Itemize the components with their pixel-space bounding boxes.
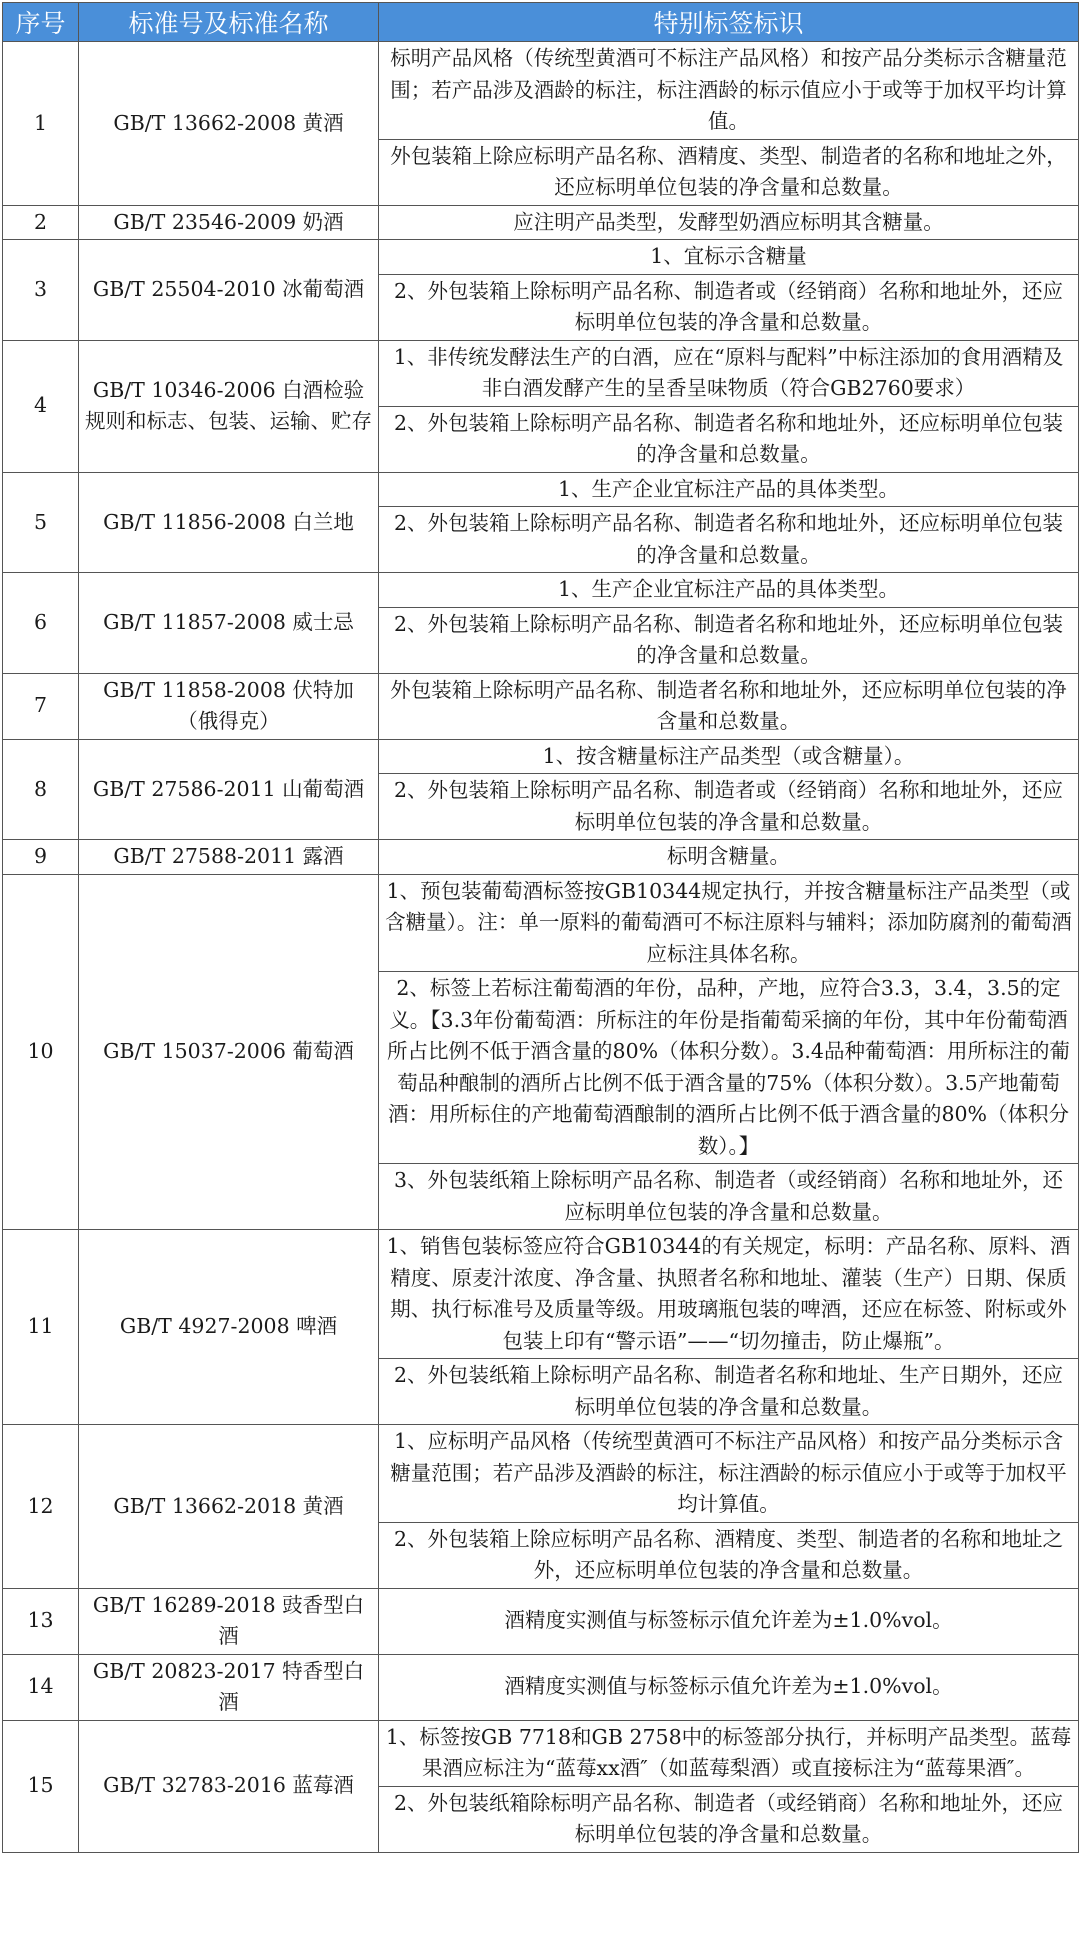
label-requirement: 2、外包装纸箱除标明产品名称、制造者（或经销商）名称和地址外，还应标明单位包装的净含量和总数量。 [379,1786,1079,1852]
table-row [3,1230,1079,1359]
standard-name: GB/T 10346-2006 白酒检验规则和标志、包装、运输、贮存 [79,340,379,472]
label-requirement: 3、外包装纸箱上除标明产品名称、制造者（或经销商）名称和地址外，还应标明单位包装的净含量和总数量。 [379,1164,1079,1230]
label-requirement: 2、外包装箱上除标明产品名称、制造者名称和地址外，还应标明单位包装的净含量和总数量。 [379,406,1079,472]
header-standard: 标准号及标准名称 [79,3,379,42]
table-row [3,573,1079,608]
label-requirement: 2、外包装箱上除标明产品名称、制造者或（经销商）名称和地址外，还应标明单位包装的净含量和总数量。 [379,774,1079,840]
table-row [3,340,1079,406]
standard-name: GB/T 13662-2018 黄酒 [79,1425,379,1589]
label-requirement: 标明含糖量。 [379,840,1079,875]
label-requirement: 酒精度实测值与标签标示值允许差为±1.0%vol。 [379,1654,1079,1720]
label-requirement: 1、生产企业宜标注产品的具体类型。 [379,573,1079,608]
row-number: 3 [3,240,79,341]
row-number: 4 [3,340,79,472]
table-row [3,673,1079,739]
table-row [3,1720,1079,1786]
table-row [3,205,1079,240]
label-requirement: 1、应标明产品风格（传统型黄酒可不标注产品风格）和按产品分类标示含糖量范围；若产品涉及酒龄的标注，标注酒龄的标示值应小于或等于加权平均计算值。 [379,1425,1079,1523]
table-row [3,1588,1079,1654]
label-requirement: 外包装箱上除标明产品名称、制造者名称和地址外，还应标明单位包装的净含量和总数量。 [379,673,1079,739]
standard-name: GB/T 20823-2017 特香型白酒 [79,1654,379,1720]
label-requirement: 2、外包装箱上除标明产品名称、制造者名称和地址外，还应标明单位包装的净含量和总数量。 [379,607,1079,673]
standard-name: GB/T 32783-2016 蓝莓酒 [79,1720,379,1852]
label-requirement: 1、宜标示含糖量 [379,240,1079,275]
standard-name: GB/T 4927-2008 啤酒 [79,1230,379,1425]
row-number: 10 [3,874,79,1230]
label-requirement: 1、销售包装标签应符合GB10344的有关规定，标明：产品名称、原料、酒精度、原麦汁浓度、净含量、执照者名称和地址、灌装（生产）日期、保质期、执行标准号及质量等级。用玻璃瓶包装的啤酒，还应在标签、附标或外包装上印有“警示语”——“切勿撞击，防止爆瓶”。 [379,1230,1079,1359]
table-row [3,472,1079,507]
header-row [3,3,1079,42]
table-row [3,840,1079,875]
label-requirement: 2、标签上若标注葡萄酒的年份，品种，产地，应符合3.3，3.4，3.5的定义。【3.3年份葡萄酒：所标注的年份是指葡萄采摘的年份，其中年份葡萄酒所占比例不低于酒含量的80%（体积分数）。3.4品种葡萄酒：用所标注的葡萄品种酿制的酒所占比例不低于酒含量的75%（体积分数）。3.5产地葡萄酒：用所标住的产地葡萄酒酿制的酒所占比例不低于酒含量的80%（体积分数）。】 [379,972,1079,1164]
table-row [3,240,1079,275]
standard-name: GB/T 27588-2011 露酒 [79,840,379,875]
row-number: 6 [3,573,79,674]
row-number: 12 [3,1425,79,1589]
standard-name: GB/T 11857-2008 威士忌 [79,573,379,674]
label-requirement: 1、生产企业宜标注产品的具体类型。 [379,472,1079,507]
label-requirement: 2、外包装箱上除应标明产品名称、酒精度、类型、制造者的名称和地址之外，还应标明单位包装的净含量和总数量。 [379,1522,1079,1588]
label-requirement: 2、外包装箱上除标明产品名称、制造者或（经销商）名称和地址外，还应标明单位包装的净含量和总数量。 [379,274,1079,340]
label-requirement: 2、外包装纸箱上除标明产品名称、制造者名称和地址、生产日期外，还应标明单位包装的净含量和总数量。 [379,1359,1079,1425]
standard-name: GB/T 15037-2006 葡萄酒 [79,874,379,1230]
table-row [3,739,1079,774]
table-row [3,874,1079,972]
row-number: 1 [3,42,79,206]
label-requirement: 2、外包装箱上除标明产品名称、制造者名称和地址外，还应标明单位包装的净含量和总数量。 [379,507,1079,573]
header-label: 特别标签标识 [379,3,1079,42]
table-row [3,1425,1079,1523]
row-number: 2 [3,205,79,240]
row-number: 8 [3,739,79,840]
label-requirement: 外包装箱上除应标明产品名称、酒精度、类型、制造者的名称和地址之外，还应标明单位包装的净含量和总数量。 [379,139,1079,205]
standard-name: GB/T 16289-2018 豉香型白酒 [79,1588,379,1654]
standard-name: GB/T 27586-2011 山葡萄酒 [79,739,379,840]
standard-name: GB/T 23546-2009 奶酒 [79,205,379,240]
row-number: 11 [3,1230,79,1425]
standard-name: GB/T 11858-2008 伏特加（俄得克） [79,673,379,739]
table-row [3,1654,1079,1720]
label-requirement: 应注明产品类型，发酵型奶酒应标明其含糖量。 [379,205,1079,240]
row-number: 14 [3,1654,79,1720]
standards-table [2,2,1079,1853]
row-number: 13 [3,1588,79,1654]
standard-name: GB/T 25504-2010 冰葡萄酒 [79,240,379,341]
label-requirement: 酒精度实测值与标签标示值允许差为±1.0%vol。 [379,1588,1079,1654]
row-number: 15 [3,1720,79,1852]
label-requirement: 1、标签按GB 7718和GB 2758中的标签部分执行，并标明产品类型。蓝莓果酒应标注为“蓝莓xx酒″（如蓝莓梨酒）或直接标注为“蓝莓果酒″。 [379,1720,1079,1786]
row-number: 7 [3,673,79,739]
row-number: 5 [3,472,79,573]
label-requirement: 标明产品风格（传统型黄酒可不标注产品风格）和按产品分类标示含糖量范围；若产品涉及酒龄的标注，标注酒龄的标示值应小于或等于加权平均计算值。 [379,42,1079,140]
table-row [3,42,1079,140]
label-requirement: 1、按含糖量标注产品类型（或含糖量）。 [379,739,1079,774]
row-number: 9 [3,840,79,875]
standard-name: GB/T 13662-2008 黄酒 [79,42,379,206]
label-requirement: 1、非传统发酵法生产的白酒，应在“原料与配料”中标注添加的食用酒精及非白酒发酵产生的呈香呈味物质（符合GB2760要求） [379,340,1079,406]
standard-name: GB/T 11856-2008 白兰地 [79,472,379,573]
header-no: 序号 [3,3,79,42]
label-requirement: 1、预包装葡萄酒标签按GB10344规定执行，并按含糖量标注产品类型（或含糖量）。注：单一原料的葡萄酒可不标注原料与辅料；添加防腐剂的葡萄酒应标注具体名称。 [379,874,1079,972]
